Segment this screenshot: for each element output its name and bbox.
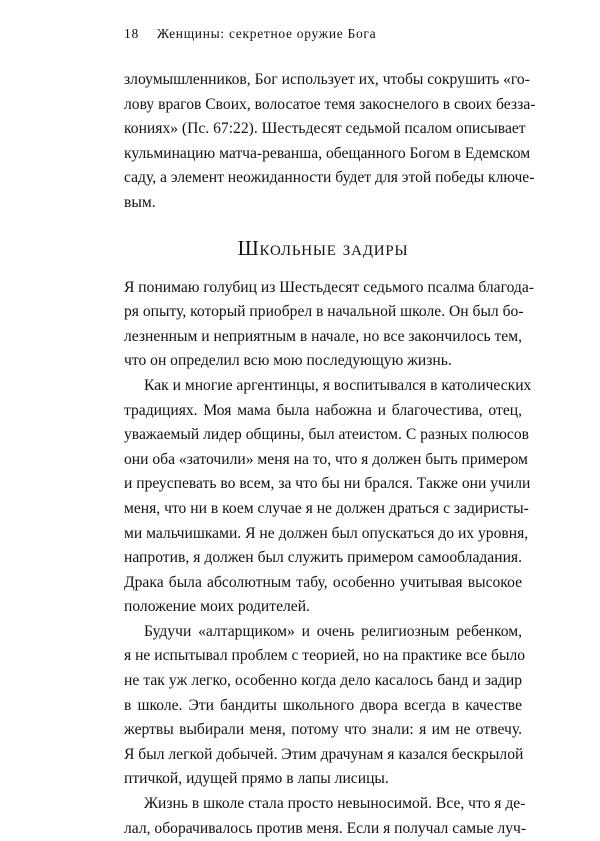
- running-head: [124, 26, 376, 42]
- text-line: уважаемый лидер общины, был атеистом. С разных полюсов: [124, 426, 529, 444]
- text-line: лал, оборачивалось против меня. Если я получал самые луч-: [124, 819, 527, 837]
- paragraph-3: [124, 620, 526, 792]
- body-text: [124, 68, 536, 841]
- text-line: что он определил всю мою последующую жизнь.: [124, 352, 452, 370]
- text-line: жертвы выбирали меня, потому что знали: я им не отвечу.: [124, 721, 522, 739]
- text-line: лезненным и неприятным в начале, но все закончилось тем,: [124, 327, 522, 345]
- text-line: вым.: [124, 193, 156, 211]
- text-line: традициях. Моя мама была набожна и благочестива, отец,: [124, 401, 522, 419]
- text-line: Жизнь в школе стала просто невыносимой. Все, что я де-: [144, 795, 526, 813]
- text-line: положение моих родителей.: [124, 598, 310, 616]
- text-line: ря опыту, который приобрел в начальной школе. Он был бо-: [124, 303, 524, 321]
- text-line: Как и многие аргентинцы, я воспитывался в католических: [144, 376, 532, 394]
- text-line: злоумышленников, Бог использует их, чтобы сокрушить «го-: [124, 71, 530, 88]
- paragraph-4: [124, 792, 527, 841]
- page-number: 18: [124, 26, 139, 41]
- text-line: Я был легкой добычей. Этим драчунам я казался бескрылой: [124, 745, 524, 763]
- text-line: саду, а элемент неожиданности будет для этой победы ключе-: [124, 169, 535, 187]
- section-heading: Школьные задиры: [237, 235, 409, 260]
- text-line: меня, что ни в коем случае я не должен драться с задиристы-: [124, 499, 529, 517]
- text-line: в школе. Эти бандиты школьного двора всегда в качестве: [124, 696, 522, 714]
- text-line: Драка была абсолютным табу, особенно учитывая высокое: [124, 573, 522, 591]
- paragraph-2: [124, 374, 532, 620]
- text-line: и преуспевать во всем, за что бы ни брался. Также они учили: [124, 475, 531, 493]
- text-line: ми мальчишками. Я не должен был опускаться до их уровня,: [124, 524, 529, 542]
- text-line: они оба «заточили» меня на то, что я должен быть примером: [124, 450, 528, 468]
- text-line: Я понимаю голубиц из Шестьдесят седьмого псалма благода-: [124, 278, 534, 296]
- text-line: Будучи «алтарщиком» и очень религиозным ребенком,: [144, 622, 522, 640]
- paragraph-continued: [124, 68, 536, 216]
- paragraph-1: [124, 276, 534, 374]
- book-title: Женщины: секретное оружие Бога: [156, 26, 377, 41]
- text-line: кульминацию матча-реванша, обещанного Богом в Едемском: [124, 144, 531, 162]
- text-line: лову врагов Своих, волосатое темя закоснелого в своих безза-: [124, 95, 536, 113]
- text-line: напротив, я должен был служить примером самообладания.: [124, 549, 522, 567]
- text-line: я не испытывал проблем с теорией, но на практике все было: [124, 647, 526, 665]
- text-line: птичкой, идущей прямо в лапы лисицы.: [124, 770, 389, 788]
- text-line: кониях» (Пс. 67:22). Шестьдесят седьмой псалом описывает: [124, 120, 526, 138]
- text-line: не так уж легко, особенно когда дело касалось банд и задир: [124, 672, 522, 690]
